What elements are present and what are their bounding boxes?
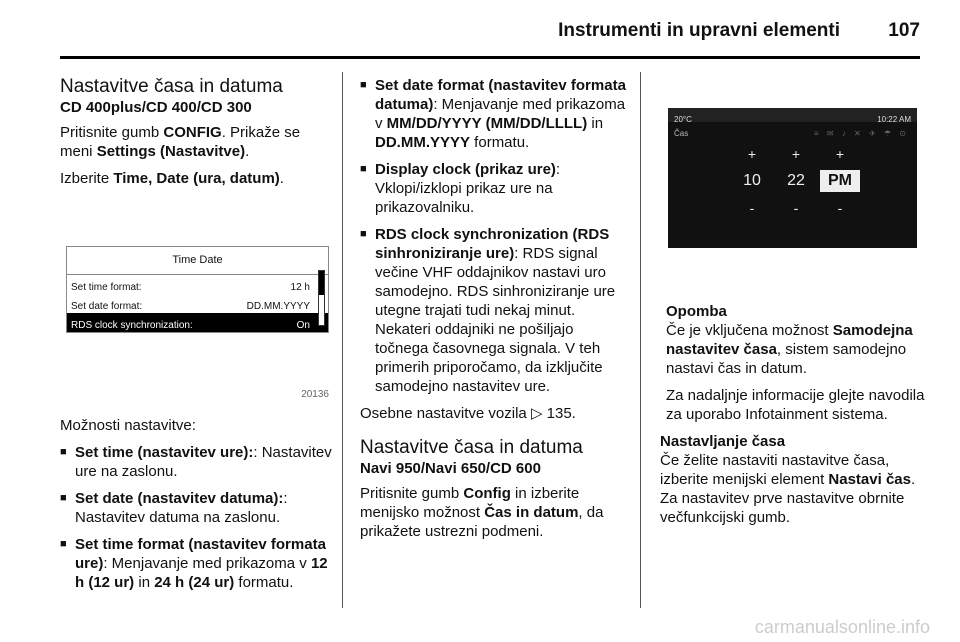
screen-title: Čas	[674, 129, 689, 138]
options-list	[60, 443, 335, 592]
paragraph-set-time: Če želite nastaviti nastavitve časa, izberite menijski element Nastavi čas. Za nastavitev prve nastavitve obrnite večfunkcijski gumb.	[660, 452, 916, 526]
note-title: Opomba	[666, 303, 727, 320]
note-box	[660, 302, 925, 424]
list-item: ■ RDS clock synchronization (RDS sinhroniziranje ure): RDS signal večine VHF oddajnikov nastavi uro samodejno. RDS sinhroniziranje ure utegne trajati tudi nekaj minut. Nekateri oddajniki ne pošiljajo točnega časovnega signala. V teh primerih priporočamo, da izključite samodejno nastavitev ure.	[360, 225, 630, 396]
subheading-set-time: Nastavljanje časa	[660, 433, 786, 450]
ampm-column	[820, 146, 860, 216]
page-number: 107	[888, 20, 920, 41]
column-3	[660, 74, 925, 535]
list-item: ■ Display clock (prikaz ure): Vklopi/izklopi prikaz ure na prikazovalniku.	[360, 160, 630, 217]
paragraph-config-navi: Pritisnite gumb Config in izberite menijsko možnost Čas in datum, da prikažete ustrezni podmeni.	[360, 485, 604, 540]
menu-row-rds-sync: RDS clock synchronization: On	[67, 313, 328, 332]
column-2	[360, 76, 630, 549]
list-item: ■ Set time (nastavitev ure):: Nastavitev ure na zaslonu.	[60, 443, 335, 481]
hour-value: 10	[743, 172, 761, 189]
options-intro: Možnosti nastavitve:	[60, 417, 196, 434]
status-bar	[668, 108, 917, 122]
menu-row-date-format: Set date format: DD.MM.YYYY	[71, 301, 310, 312]
plus-icon: +	[791, 146, 801, 162]
minus-icon: -	[749, 200, 755, 216]
minus-icon: -	[837, 200, 843, 216]
watermark: carmanualsonline.info	[754, 617, 930, 637]
plus-icon: +	[747, 146, 757, 162]
figure-id: 20136	[301, 389, 329, 400]
column-divider-1	[342, 72, 343, 608]
header-rule	[60, 56, 920, 59]
paragraph-config: Pritisnite gumb CONFIG. Prikaže se meni Settings (Nastavitve).	[60, 124, 301, 160]
minute-value: 22	[787, 172, 805, 189]
figure-time-screen	[660, 74, 925, 288]
figure-time-date-menu	[60, 196, 335, 408]
page-reference-link[interactable]: ▷ 135.	[530, 405, 576, 422]
menu-scrollbar	[318, 270, 325, 326]
section-heading-2: Nastavitve časa in datuma	[360, 437, 583, 458]
section-heading: Nastavitve časa in datuma	[60, 76, 283, 97]
list-item: ■ Set time format (nastavitev formata ure): Menjavanje med prikazoma v 12 h (12 ur) in 24 h (24 ur) formatu.	[60, 535, 335, 592]
section-subheading-2: Navi 950/Navi 650/CD 600	[360, 460, 541, 477]
personal-settings-ref: Osebne nastavitve vozila ▷ 135.	[360, 405, 576, 422]
temperature-readout: 20°C	[674, 115, 692, 124]
list-item: ■ Set date format (nastavitev formata datuma): Menjavanje med prikazoma v MM/DD/YYYY (MM/DD/LLLL) in DD.MM.YYYY formatu.	[360, 76, 630, 152]
menu-row-time-format: Set time format: 12 h	[71, 282, 310, 293]
minus-icon: -	[793, 200, 799, 216]
hour-column	[732, 146, 772, 216]
minute-column	[776, 146, 816, 216]
plus-icon: +	[835, 146, 845, 162]
note-paragraph-1: Če je vključena možnost Samodejna nastavitev časa, sistem samodejno nastavi čas in datum.	[666, 322, 913, 377]
menu-title: Time Date	[67, 247, 328, 275]
clock-readout: 10:22 AM	[877, 115, 911, 124]
options-list-cont	[360, 76, 630, 396]
page-header-title: Instrumenti in upravni elementi	[558, 20, 840, 41]
status-icons: ≡ ✉ ♪ ✕ ✈ ☂ ⊙	[814, 129, 909, 138]
menu-panel	[66, 246, 329, 333]
column-divider-2	[640, 72, 641, 608]
ampm-value: PM	[820, 170, 860, 192]
column-1	[60, 76, 335, 600]
note-paragraph-2: Za nadaljnje informacije glejte navodila za uporabo Infotainment sistema.	[666, 387, 925, 423]
scroll-thumb	[319, 271, 324, 295]
section-subheading: CD 400plus/CD 400/CD 300	[60, 99, 252, 116]
paragraph-select: Izberite Time, Date (ura, datum).	[60, 170, 284, 187]
display-screen	[668, 108, 917, 248]
list-item: ■ Set date (nastavitev datuma):: Nastavitev datuma na zaslonu.	[60, 489, 335, 527]
